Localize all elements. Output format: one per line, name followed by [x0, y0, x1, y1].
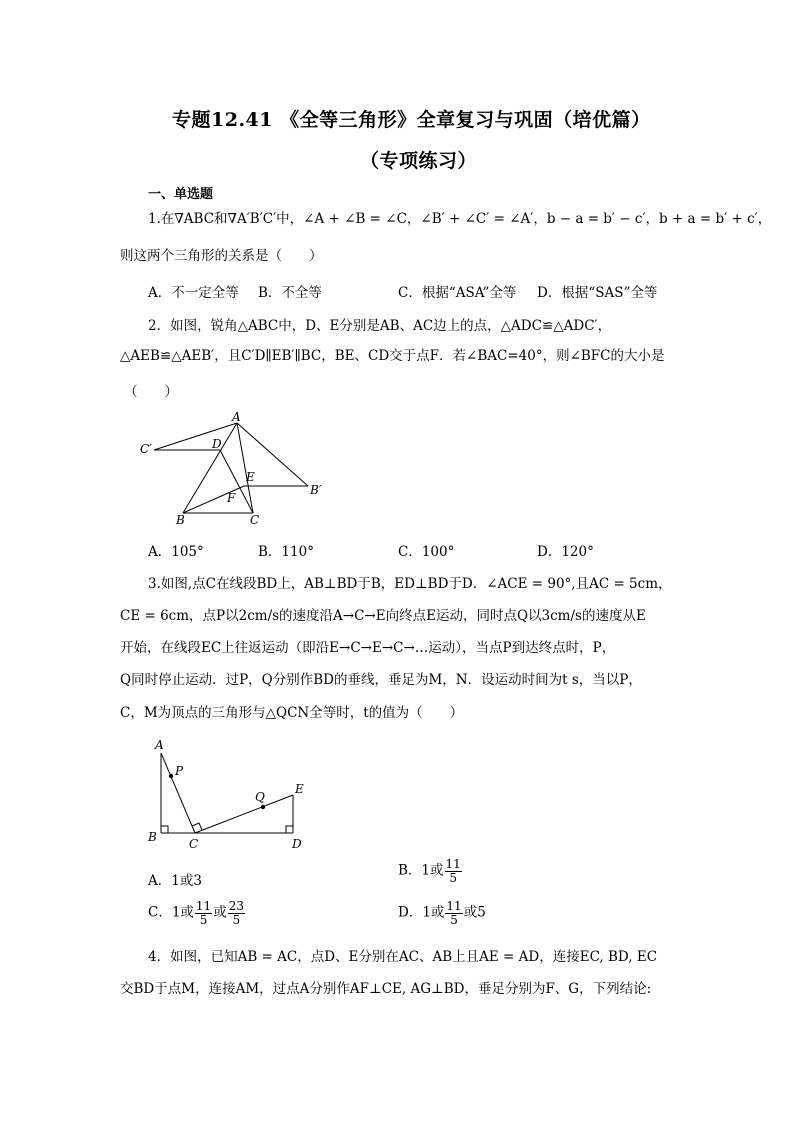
point-p	[169, 774, 173, 778]
q2-line2: △AEB≌△AEB′，且C′D∥EB′∥BC，BE、CD交于点F．若∠BAC=40°，则∠BFC的大小是	[120, 348, 665, 364]
q2-option-c: C．100°	[398, 544, 455, 560]
fraction: $\frac{11}{5}$	[445, 857, 461, 885]
q3-option-b: B．1或 $\frac{11}{5}$	[398, 857, 461, 885]
q3-line5: C，M为顶点的三角形与△QCN全等时，t的值为（ ）	[120, 705, 464, 721]
q1-option-b: B．不全等	[258, 285, 322, 301]
q2-option-d: D．120°	[537, 544, 594, 560]
q3-option-c: C．1或 $\frac{11}{5}$ 或 $\frac{23}{5}$	[148, 899, 244, 927]
q2-line1: 2．如图，锐角△ABC中，D、E分别是AB、AC边上的点，△ADC≌△ADC′，	[148, 318, 612, 334]
fig2-label-a: A	[232, 410, 241, 424]
point-q	[261, 805, 265, 809]
fig3-label-d: D	[292, 837, 302, 850]
fig2-label-f: F	[227, 491, 236, 505]
fraction: $\frac{11}{5}$	[195, 899, 212, 927]
q1-line1: 1.在∇ABC和∇A′B′C′中，∠A + ∠B = ∠C，∠B′ + ∠C′ = ∠A′，b − a = b′ − c′，b + a = b′ + c′，	[148, 211, 772, 227]
q1-line2: 则这两个三角形的关系是（ ）	[120, 248, 323, 264]
fig2-label-c-prime: C′	[140, 442, 152, 456]
section-heading: 一、单选题	[148, 187, 214, 202]
q3-line1: 3.如图,点C在线段BD上，AB⊥BD于B，ED⊥BD于D．∠ACE = 90°,且AC = 5cm，	[148, 576, 672, 592]
q3-line2: CE = 6cm，点P以2cm/s的速度沿A→C→E向终点E运动，同时点Q以3cm/s的速度从E	[120, 608, 646, 624]
q4-line2: 交BD于点M，连接AM，过点A分别作AF⊥CE, AG⊥BD，垂足分别为F、G，下列结论:	[120, 981, 652, 997]
fig2-label-c: C	[250, 513, 260, 527]
fraction: $\frac{11}{5}$	[446, 899, 462, 927]
fig2-label-b: B	[176, 513, 185, 527]
page-subtitle: （专项练习）	[360, 150, 478, 172]
q3-line4: Q同时停止运动．过P，Q分别作BD的垂线，垂足为M，N．设运动时间为t s，当以P，	[120, 672, 642, 688]
fig2-label-b-prime: B′	[310, 483, 322, 497]
q2-figure	[140, 410, 340, 530]
q2-line3: （ ）	[124, 384, 178, 400]
q1-option-c: C．根据“ASA”全等	[398, 285, 517, 301]
q2-option-b: B．110°	[258, 544, 314, 560]
q3-option-a: A．1或3	[148, 873, 202, 889]
page-title: 专题12.41 《全等三角形》全章复习与巩固（培优篇）	[172, 109, 651, 131]
fig2-label-d: D	[212, 437, 222, 451]
fig3-label-c: C	[189, 837, 199, 850]
q4-line1: 4．如图，已知AB = AC，点D、E分别在AC、AB上且AE = AD，连接EC, BD, EC	[148, 949, 658, 965]
fraction: $\frac{23}{5}$	[228, 899, 244, 927]
q1-option-a: A．不一定全等	[148, 285, 239, 301]
q3-line3: 开始，在线段EC上往返运动（即沿E→C→E→C→…运动），当点P到达终点时，P，	[120, 640, 616, 656]
fig3-label-a: A	[155, 738, 164, 752]
fig2-label-e: E	[246, 470, 255, 484]
fig3-label-p: P	[175, 764, 184, 778]
fig3-label-q: Q	[255, 790, 265, 804]
q1-option-d: D．根据“SAS”全等	[537, 285, 658, 301]
q2-option-a: A．105°	[148, 544, 204, 560]
fig3-label-b: B	[148, 830, 157, 844]
q3-figure	[145, 735, 320, 850]
fig3-label-e: E	[295, 782, 304, 796]
q3-option-d: D．1或 $\frac{11}{5}$ 或5	[398, 899, 486, 927]
